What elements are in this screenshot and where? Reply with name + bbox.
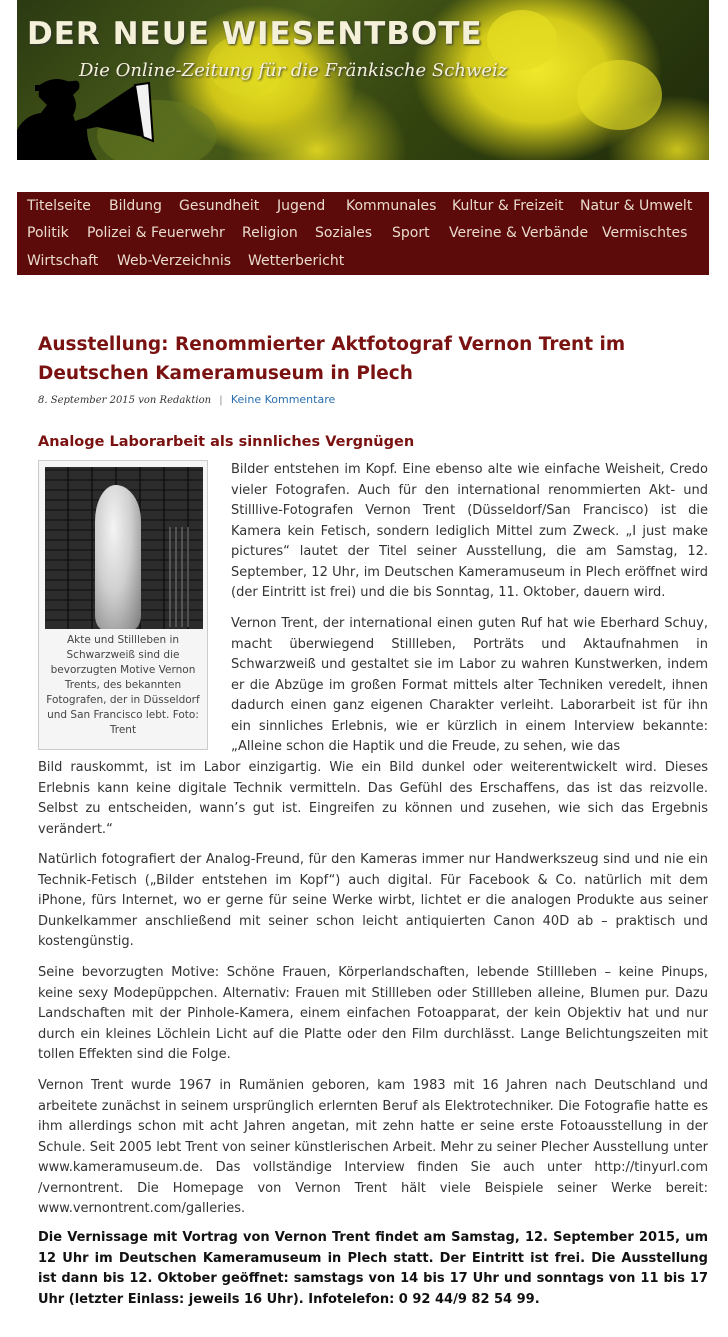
article-subhead: Analoge Laborarbeit als sinnliches Vergnügen bbox=[38, 434, 415, 450]
article-date: 8. September 2015 bbox=[38, 395, 136, 406]
article-paragraph: Natürlich fotografiert der Analog-Freund, für den Kameras immer nur Handwerkszeug sind und nie ein Technik-Fetisch („Bilder entstehen im Kopf“) auch digital. Für Facebook & Co. natürlich mit dem iPhone, fürs Internet, wo er gerne für seine Werke wirbt, lichtet er die analogen Produkte aus seiner Dunkelkammer anschließend mit seiner schon leicht antiquierten Canon 40D ab – praktisch und kostengünstig. bbox=[38, 852, 708, 949]
article-byline bbox=[38, 393, 335, 406]
main-navigation bbox=[17, 192, 709, 275]
megaphone-man-icon bbox=[17, 75, 177, 160]
article-photo[interactable] bbox=[45, 467, 203, 629]
nav-item-vermischtes[interactable]: Vermischtes bbox=[602, 225, 688, 241]
nav-item-vereine-verbaende[interactable]: Vereine & Verbände bbox=[449, 225, 589, 241]
nav-item-kommunales[interactable]: Kommunales bbox=[346, 198, 437, 214]
site-tagline: Die Online-Zeitung für die Fränkische Schweiz bbox=[79, 60, 508, 81]
article-paragraph: Bild rauskommt, ist im Labor einzigartig. Wie ein Bild dunkel oder weiterentwickelt wird. Dieses Erlebnis kann keine digitale Technik vermitteln. Das Gefühl des Erschaffens, das ist das reizvolle. Selbst zu entscheiden, wann’s gut ist. Eingreifen zu können und zusehen, wie sich das Ergebnis verändert.“ bbox=[38, 760, 708, 837]
article-paragraph: Bilder entstehen im Kopf. Eine ebenso alte wie einfache Weisheit, Credo vieler Fotografen. Auch für den international renommierten Akt- und Stilllive-Fotografen Vernon Trent (Düsseldorf/San Francisco) ist die Kamera kein Fetisch, sondern lediglich Mittel zum Zweck. „I just make pictures“ lautet der Titel seiner Ausstellung, die am Samstag, 12. September, 12 Uhr, im Deutschen Kameramuseum in Plech eröffnet wird (der Eintritt ist frei) und die bis Sonntag, 11. Oktober, dauern wird. bbox=[231, 462, 708, 600]
site-title[interactable]: DER NEUE WIESENTBOTE bbox=[27, 16, 483, 52]
article-author: Redaktion bbox=[159, 395, 212, 406]
article-figure bbox=[38, 460, 208, 750]
nav-item-natur-umwelt[interactable]: Natur & Umwelt bbox=[580, 198, 693, 214]
photo-draped-figure bbox=[95, 485, 141, 629]
nav-item-bildung[interactable]: Bildung bbox=[109, 198, 162, 214]
nav-item-web-verzeichnis[interactable]: Web-Verzeichnis bbox=[117, 253, 232, 269]
nav-item-sport[interactable]: Sport bbox=[392, 225, 430, 241]
nav-item-jugend[interactable]: Jugend bbox=[277, 198, 326, 214]
nav-item-wetterbericht[interactable]: Wetterbericht bbox=[248, 253, 345, 269]
nav-item-kultur-freizeit[interactable]: Kultur & Freizeit bbox=[452, 198, 564, 214]
article-paragraph: Vernon Trent, der international einen guten Ruf hat wie Eberhard Schuy, macht überwiegend Stillleben, Porträts und Aktaufnahmen in Schwarzweiß und gestaltet sie im Labor zu wahren Kunstwerken, indem er die Abzüge im großen Format mittels alter Techniken veredelt, ihnen dadurch einen ganz eigenen Charakter verleiht. Laborarbeit ist für ihn ein sinnliches Erlebnis, wie er kürzlich in einem Interview bekannte: „Alleine schon die Haptik und die Freude, zu sehen, wie das bbox=[231, 616, 708, 754]
article-paragraph: Seine bevorzugten Motive: Schöne Frauen, Körperlandschaften, lebende Stillleben – keine Pinups, keine sexy Modepüppchen. Alternativ: Frauen mit Stillleben oder Stillleben alleine, Blumen pur. Dazu Landschaften mit der Pinhole-Kamera, einem einfachen Fotoapparat, der kein Objektiv hat und nur durch ein kleines Löchlein Licht auf die Platte oder den Film durchlässt. Lange Belichtungszeiten mit tollen Effekten sind die Folge. bbox=[38, 965, 708, 1062]
photo-caption: Akte und Stillleben in Schwarzweiß sind die bevorzugten Motive Vernon Trents, des bekannten Fotografen, der in Düsseldorf und San Francisco lebt. Foto: Trent bbox=[46, 634, 200, 736]
photo-fence bbox=[169, 527, 189, 627]
nav-item-gesundheit[interactable]: Gesundheit bbox=[179, 198, 260, 214]
nav-item-wirtschaft[interactable]: Wirtschaft bbox=[27, 253, 99, 269]
nav-item-politik[interactable]: Politik bbox=[27, 225, 69, 241]
byline-separator: | bbox=[219, 395, 223, 406]
nav-item-polizei-feuerwehr[interactable]: Polizei & Feuerwehr bbox=[87, 225, 225, 241]
nav-item-titelseite[interactable]: Titelseite bbox=[27, 198, 91, 214]
article-title[interactable]: Ausstellung: Renommierter Aktfotograf Vernon Trent im Deutschen Kameramuseum in Plech bbox=[38, 334, 626, 384]
site-header[interactable] bbox=[17, 0, 709, 160]
nav-item-religion[interactable]: Religion bbox=[242, 225, 298, 241]
byline-von: von bbox=[138, 395, 157, 406]
nav-item-soziales[interactable]: Soziales bbox=[315, 225, 373, 241]
article-paragraph-vernissage: Die Vernissage mit Vortrag von Vernon Trent findet am Samstag, 12. September 2015, um 12 Uhr im Deutschen Kameramuseum in Plech statt. Der Eintritt ist frei. Die Ausstellung ist dann bis 12. Oktober geöffnet: samstags von 14 bis 17 Uhr und sonntags von 11 bis 17 Uhr (letzter Einlass: jeweils 16 Uhr). Infotelefon: 0 92 44/9 82 54 99. bbox=[38, 1230, 708, 1307]
comments-link[interactable]: Keine Kommentare bbox=[230, 393, 336, 406]
article-paragraph: Vernon Trent wurde 1967 in Rumänien geboren, kam 1983 mit 16 Jahren nach Deutschland und arbeitete zunächst in seinem ursprünglich erlernten Beruf als Elektrotechniker. Die Fotografie hatte es ihm allerdings schon mit acht Jahren angetan, mit zehn hatte er seine erste Fotoausstellung in der Schule. Seit 2005 lebt Trent von seiner künstlerischen Arbeit. Mehr zu seiner Plecher Ausstellung unter www.kameramuseum.de. Das vollständige Interview finden Sie auch unter http://tinyurl.com /vernontrent. Die Homepage von Vernon Trent hält viele Beispiele seiner Werke bereit: www.vernontrent.com/galleries. bbox=[38, 1078, 708, 1216]
header-flower-decoration bbox=[577, 60, 662, 130]
